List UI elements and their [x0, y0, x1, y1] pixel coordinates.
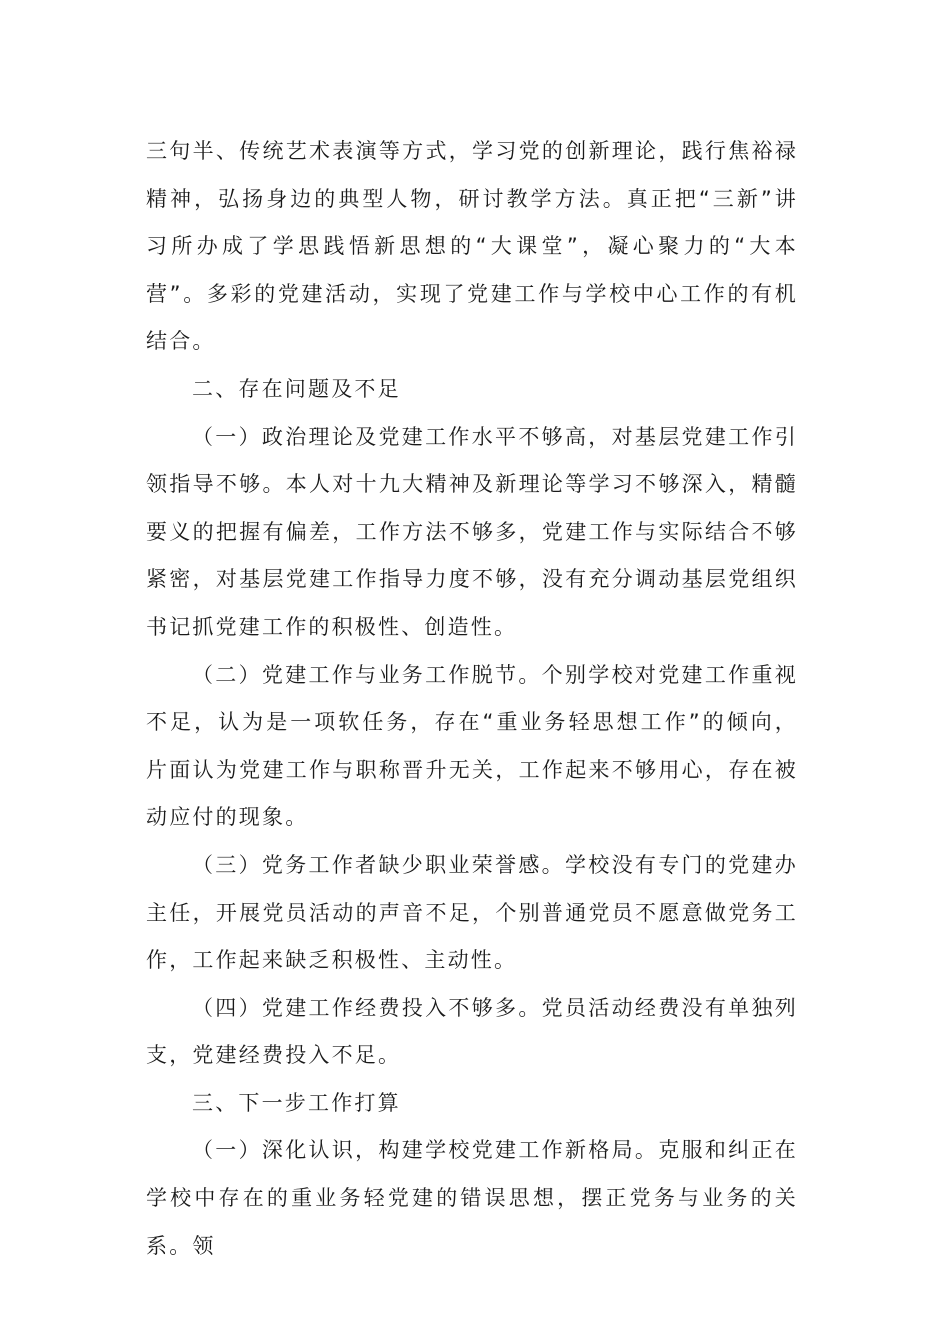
paragraph-plan-1: （一）深化认识，构建学校党建工作新格局。克服和纠正在学校中存在的重业务轻党建的错误思想，摆正党务与业务的关系。领	[146, 1138, 798, 1258]
paragraph-problem-3: （三）党务工作者缺少职业荣誉感。学校没有专门的党建办主任，开展党员活动的声音不足，个别普通党员不愿意做党务工作，工作起来缺乏积极性、主动性。	[146, 852, 798, 973]
document-body	[146, 128, 798, 1270]
paragraph-problem-1: （一）政治理论及党建工作水平不够高，对基层党建工作引领指导不够。本人对十九大精神及新理论等学习不够深入，精髓要义的把握有偏差，工作方法不够多，党建工作与实际结合不够紧密，对基层党建工作指导力度不够，没有充分调动基层党组织书记抓党建工作的积极性、创造性。	[146, 424, 798, 639]
section-heading-problems: 二、存在问题及不足	[192, 376, 401, 401]
paragraph-problem-4: （四）党建工作经费投入不够多。党员活动经费没有单独列支，党建经费投入不足。	[146, 995, 798, 1068]
paragraph-continuation: 三句半、传统艺术表演等方式，学习党的创新理论，践行焦裕禄精神，弘扬身边的典型人物，研讨教学方法。真正把“三新”讲习所办成了学思践悟新思想的“大课堂”，凝心聚力的“大本营”。多彩的党建活动，实现了党建工作与学校中心工作的有机结合。	[146, 139, 798, 354]
paragraph-problem-2: （二）党建工作与业务工作脱节。个别学校对党建工作重视不足，认为是一项软任务，存在“重业务轻思想工作”的倾向，片面认为党建工作与职称晋升无关，工作起来不够用心，存在被动应付的现象。	[146, 662, 798, 830]
section-heading-next-steps: 三、下一步工作打算	[192, 1090, 401, 1115]
